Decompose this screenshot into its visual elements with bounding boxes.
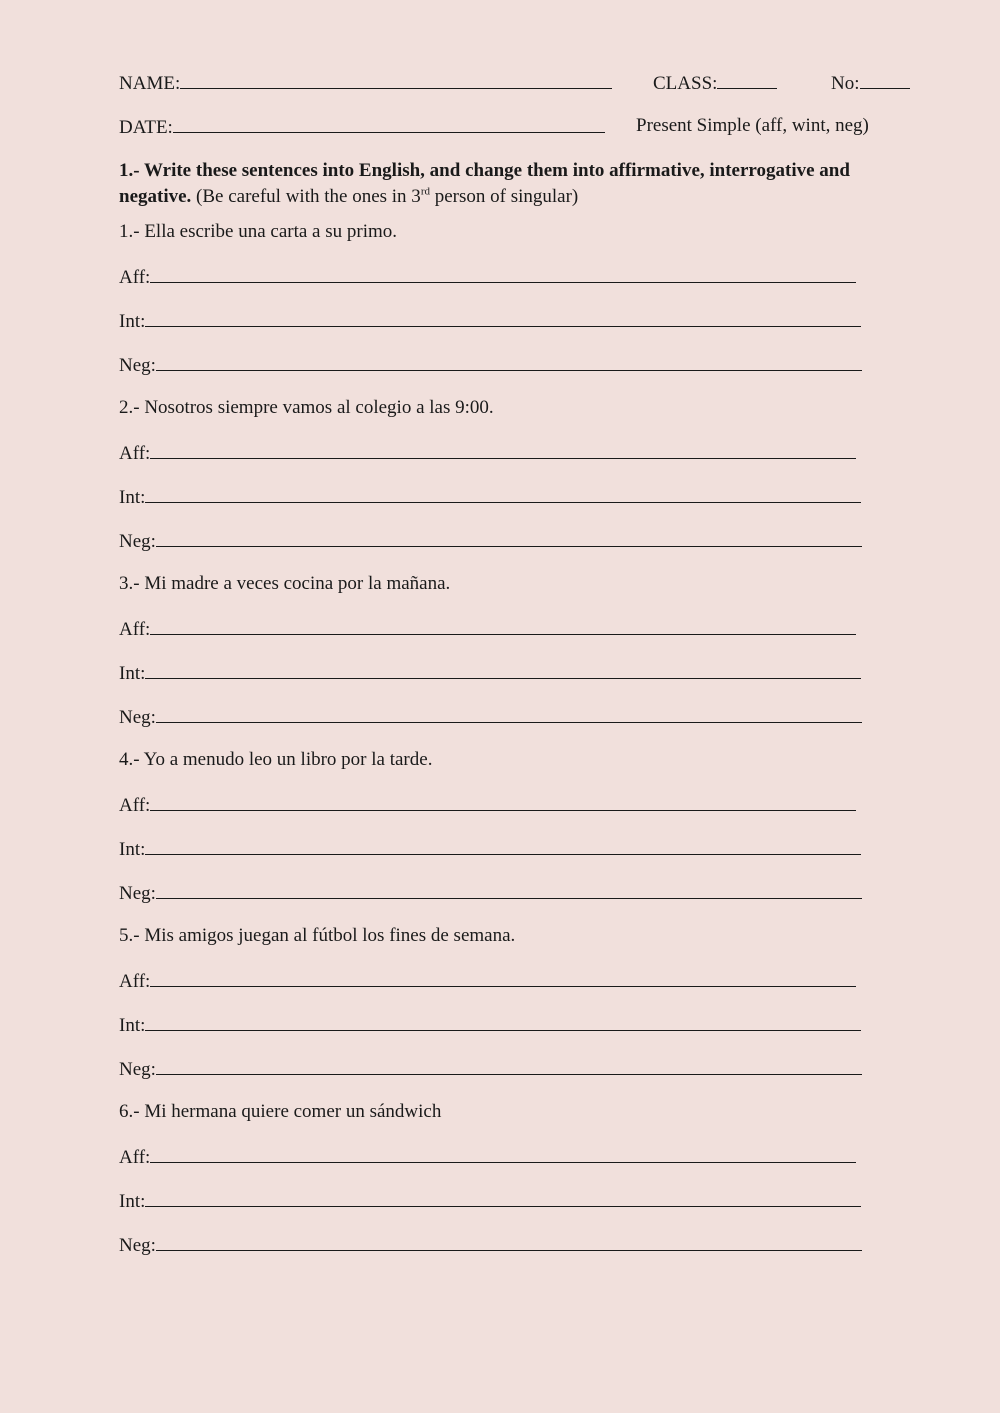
no-label: No: [831,73,860,94]
answer-label-int: Int: [119,839,146,860]
header-row-name [119,68,919,112]
answer-label-neg: Neg: [119,1235,156,1256]
answer-row-aff [119,438,919,482]
instructions-note [196,186,578,207]
date-blank[interactable] [173,112,605,133]
answer-label-aff: Aff: [119,619,151,640]
answer-blank-neg[interactable] [156,526,862,547]
answer-blank-neg[interactable] [156,1054,862,1075]
answer-row-neg [119,350,919,394]
exercise-sentence: 3.- Mi madre a veces cocina por la mañana. [119,573,451,594]
answer-row-int [119,482,919,526]
exercise-sentence: 1.- Ella escribe una carta a su primo. [119,221,398,242]
answer-row-neg [119,526,919,570]
answer-label-int: Int: [119,311,146,332]
no-blank[interactable] [860,68,910,89]
answer-row-int [119,1010,919,1054]
exercise-item [119,394,919,570]
answer-blank-int[interactable] [145,482,861,503]
worksheet [119,68,919,1274]
answer-label-aff: Aff: [119,267,151,288]
answer-row-neg [119,702,919,746]
answer-blank-aff[interactable] [150,1142,856,1163]
answer-blank-aff[interactable] [150,790,856,811]
topic-title: Present Simple (aff, wint, neg) [636,115,869,136]
answer-row-aff [119,790,919,834]
instructions-bold: 1.- Write these sentences into English, and change them into affirmative, interrogative and negative. [119,160,850,207]
answer-blank-aff[interactable] [150,262,856,283]
answer-label-int: Int: [119,663,146,684]
exercise-sentence: 4.- Yo a menudo leo un libro por la tarde. [119,749,433,770]
exercise-item [119,218,919,394]
answer-label-aff: Aff: [119,1147,151,1168]
number-field [831,68,910,98]
exercise-item [119,746,919,922]
exercise-sentence: 6.- Mi hermana quiere comer un sándwich [119,1101,442,1122]
answer-blank-aff[interactable] [150,966,856,987]
answer-blank-neg[interactable] [156,350,862,371]
answer-row-aff [119,262,919,306]
answer-label-int: Int: [119,1015,146,1036]
class-field [653,68,777,98]
answer-row-neg [119,1230,919,1274]
answer-row-int [119,834,919,878]
exercise-list [119,218,919,1274]
answer-blank-neg[interactable] [156,878,862,899]
answer-row-int [119,1186,919,1230]
instructions-note-end: person of singular) [429,186,579,207]
name-field [119,68,612,98]
answer-label-neg: Neg: [119,531,156,552]
exercise-sentence: 2.- Nosotros siempre vamos al colegio a las 9:00. [119,397,494,418]
exercise-sentence: 5.- Mis amigos juegan al fútbol los fines de semana. [119,925,516,946]
header-row-date [119,112,919,156]
answer-blank-int[interactable] [145,306,861,327]
answer-blank-int[interactable] [145,834,861,855]
answer-blank-neg[interactable] [156,1230,862,1251]
instructions [119,158,909,210]
answer-blank-int[interactable] [145,1186,861,1207]
answer-row-int [119,658,919,702]
answer-blank-aff[interactable] [150,614,856,635]
answer-blank-int[interactable] [145,1010,861,1031]
name-blank[interactable] [180,68,612,89]
answer-row-int [119,306,919,350]
answer-label-aff: Aff: [119,443,151,464]
answer-label-int: Int: [119,487,146,508]
answer-label-int: Int: [119,1191,146,1212]
answer-blank-neg[interactable] [156,702,862,723]
date-field [119,112,605,142]
answer-row-aff [119,966,919,1010]
exercise-item [119,570,919,746]
answer-row-aff [119,1142,919,1186]
answer-label-aff: Aff: [119,795,151,816]
exercise-item [119,922,919,1098]
answer-label-neg: Neg: [119,883,156,904]
name-label: NAME: [119,73,181,94]
date-label: DATE: [119,117,173,138]
answer-blank-int[interactable] [145,658,861,679]
answer-label-neg: Neg: [119,1059,156,1080]
answer-label-neg: Neg: [119,707,156,728]
answer-blank-aff[interactable] [150,438,856,459]
exercise-item [119,1098,919,1274]
instructions-note-start: (Be careful with the ones in 3 [196,186,421,207]
class-blank[interactable] [717,68,777,89]
class-label: CLASS: [653,73,718,94]
answer-row-neg [119,1054,919,1098]
instructions-note-sup: rd [420,185,430,198]
answer-label-aff: Aff: [119,971,151,992]
answer-row-aff [119,614,919,658]
answer-label-neg: Neg: [119,355,156,376]
answer-row-neg [119,878,919,922]
